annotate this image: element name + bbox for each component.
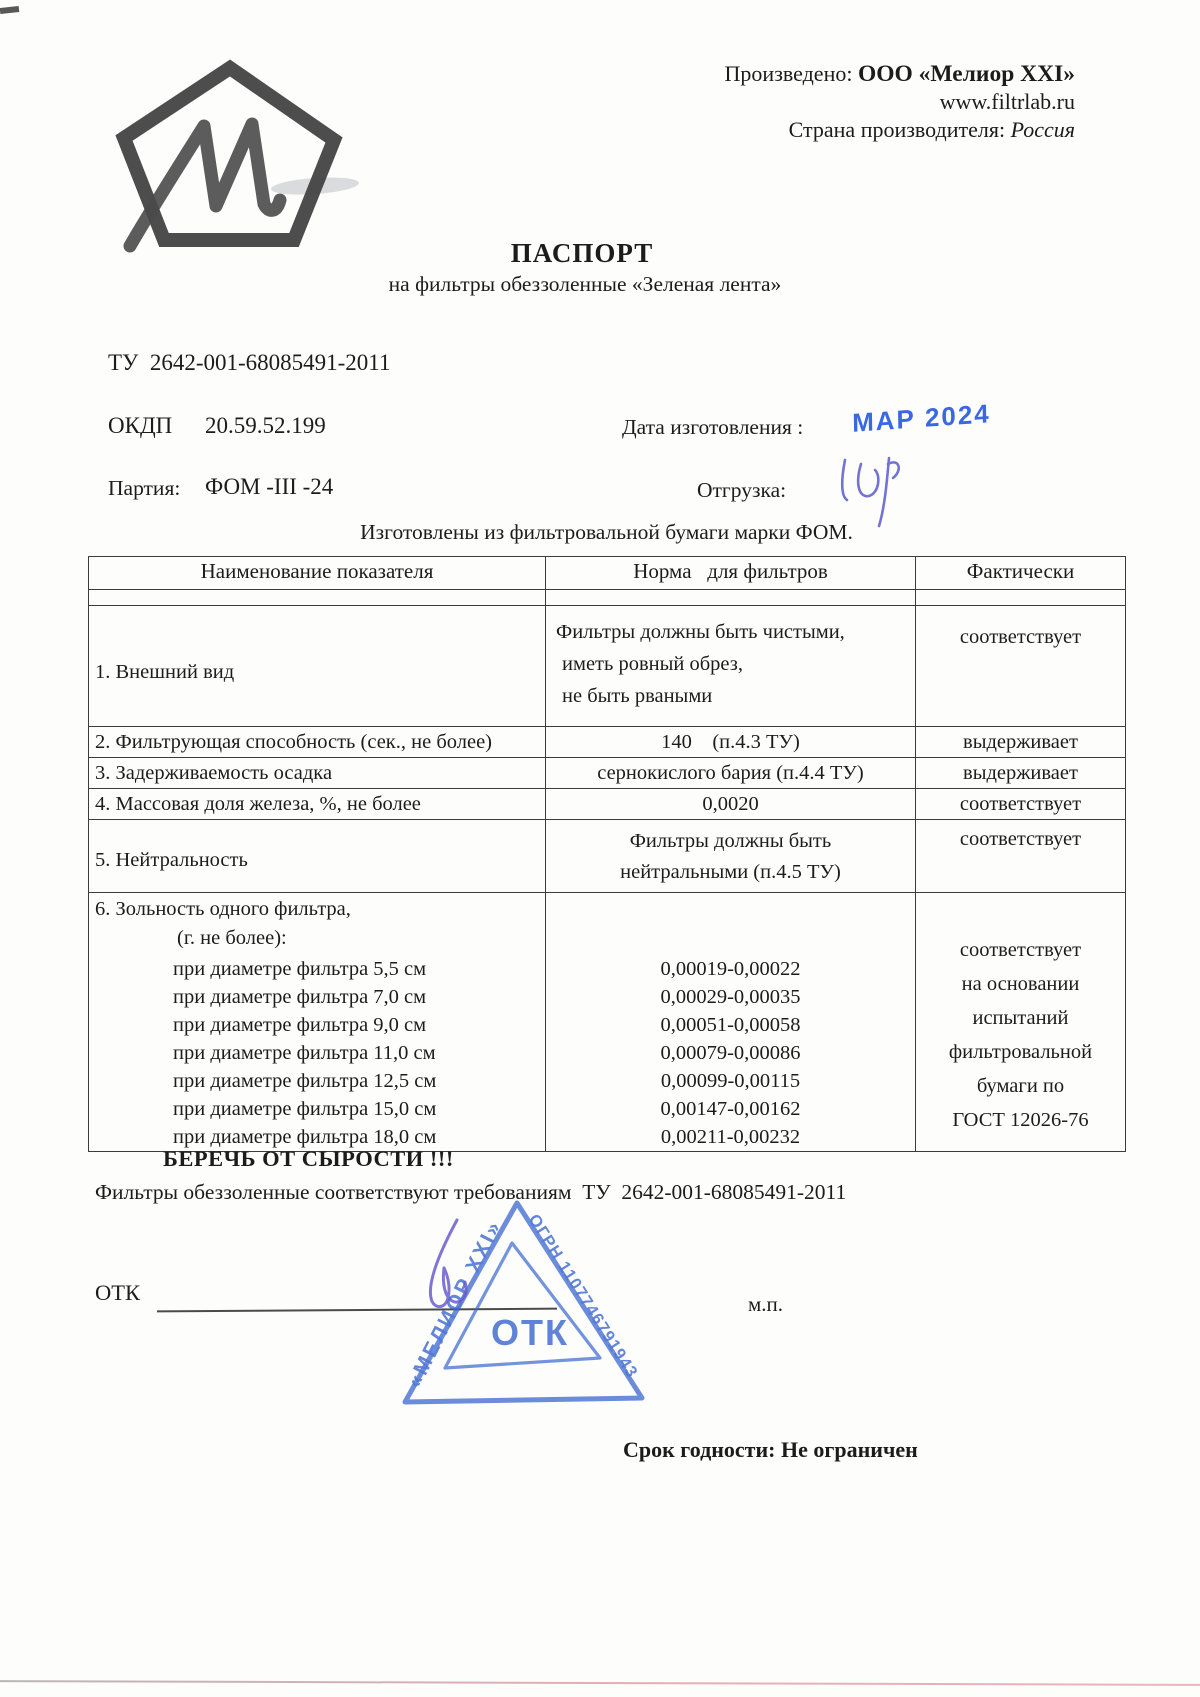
manufacture-date-label: Дата изготовления :	[622, 415, 804, 439]
row-2-name: 2. Фильтрующая способность (сек., не более)	[89, 727, 546, 758]
row-1-actual: соответствует	[916, 606, 1126, 727]
row-4-norm: 0,0020	[546, 789, 916, 820]
row-5-norm-line: нейтральными (п.4.5 ТУ)	[620, 861, 841, 883]
ash-item-value: 0,00029-0,00035	[660, 986, 801, 1008]
ash-item-value: 0,00211-0,00232	[660, 1126, 801, 1148]
country-value: Россия	[1010, 117, 1075, 142]
ash-item-label: при диаметре фильтра 7,0 см	[173, 986, 427, 1008]
row-1-norm-line: не быть рваными	[562, 685, 713, 707]
ash-actual-text	[922, 893, 1119, 1137]
row-1-norm-line: иметь ровный обрез,	[562, 653, 743, 675]
row-4-actual: соответствует	[916, 789, 1126, 820]
row-2-norm: 140 (п.4.3 ТУ)	[546, 727, 916, 758]
spacer-cell	[916, 590, 1126, 606]
ash-item-label: при диаметре фильтра 18,0 см	[173, 1126, 437, 1148]
ash-item-label: при диаметре фильтра 5,5 см	[173, 958, 427, 980]
ash-actual-line: соответствует	[959, 939, 1082, 961]
ash-title: 6. Зольность одного фильтра,	[95, 898, 351, 920]
page-title: ПАСПОРТ	[510, 238, 654, 268]
table-caption: Изготовлены из фильтровальной бумаги марки ФОМ.	[360, 520, 853, 544]
ash-item-value: 0,00051-0,00058	[660, 1014, 801, 1036]
producer-block	[725, 60, 1075, 144]
conformity-statement: Фильтры обеззоленные соответствуют требованиям ТУ 2642-001-68085491-2011	[95, 1180, 847, 1204]
ash-item-value: 0,00019-0,00022	[660, 958, 801, 980]
stamp-otk-text: ОТК	[491, 1312, 569, 1353]
mp-label: м.п.	[748, 1292, 784, 1316]
batch-value: ФОМ -III -24	[205, 474, 334, 499]
row-3-norm: сернокислого бария (п.4.4 ТУ)	[546, 758, 916, 789]
country-line	[725, 116, 1075, 144]
col-header-name: Наименование показателя	[89, 557, 546, 590]
tu-number: ТУ 2642-001-68085491-2011	[108, 350, 391, 375]
ash-item-value: 0,00079-0,00086	[660, 1042, 801, 1064]
row-6-actual	[916, 893, 1126, 1152]
ash-item-value: 0,00147-0,00162	[660, 1098, 801, 1120]
row-2-actual: выдерживает	[916, 727, 1126, 758]
country-label: Страна производителя:	[788, 117, 1006, 142]
ash-actual-line: бумаги по	[976, 1075, 1065, 1097]
produced-value: ООО «Мелиор XXI»	[857, 61, 1075, 87]
ash-item-value: 0,00099-0,00115	[660, 1070, 801, 1092]
row-1-norm-line: Фильтры должны быть чистыми,	[556, 621, 845, 643]
row-3-actual: выдерживает	[916, 758, 1126, 789]
ash-item-label: при диаметре фильтра 12,5 см	[173, 1070, 437, 1092]
ash-actual-line: фильтровальной	[948, 1041, 1093, 1063]
row-5-norm	[546, 820, 916, 893]
produced-label: Произведено:	[724, 61, 853, 86]
batch-label: Партия:	[108, 476, 181, 500]
ash-item-label: при диаметре фильтра 15,0 см	[173, 1098, 437, 1120]
ash-actual-line: на основании	[961, 973, 1080, 995]
damp-warning: БЕРЕЧЬ ОТ СЫРОСТИ !!!	[163, 1146, 454, 1171]
col-header-actual: Фактически	[916, 557, 1126, 590]
ash-item-label: при диаметре фильтра 9,0 см	[173, 1014, 427, 1036]
row-6-name	[89, 893, 546, 1152]
scan-artifact	[0, 6, 19, 14]
ash-item-label: при диаметре фильтра 11,0 см	[173, 1042, 436, 1064]
stamp-right-textpath: ОГРН 1107746791943	[524, 1211, 642, 1382]
shelf-life: Срок годности: Не ограничен	[623, 1437, 918, 1462]
ash-actual-line: испытаний	[972, 1007, 1069, 1029]
row-5-norm-line: Фильтры должны быть	[629, 830, 832, 852]
row-6-norm	[546, 893, 916, 1152]
spacer-cell	[89, 590, 546, 606]
otk-label: ОТК	[95, 1280, 140, 1305]
website-url: www.filtrlab.ru	[939, 89, 1075, 114]
ash-item-labels	[95, 955, 539, 1151]
row-4-name: 4. Массовая доля железа, %, не более	[89, 789, 546, 820]
spec-table	[88, 556, 1126, 1152]
shipping-handwritten-mark	[833, 438, 908, 533]
stamp-right-text	[525, 1211, 642, 1381]
row-1-norm	[546, 606, 916, 727]
row-5-actual: соответствует	[916, 820, 1126, 893]
row-3-name: 3. Задерживаемость осадка	[89, 758, 546, 789]
row-5-name: 5. Нейтральность	[89, 820, 546, 893]
shipping-label: Отгрузка:	[697, 478, 787, 502]
col-header-norm: Норма для фильтров	[546, 557, 916, 590]
ash-subtitle: (г. не более):	[177, 927, 287, 949]
okdp-label: ОКДП	[108, 413, 173, 438]
ash-actual-line: ГОСТ 12026-76	[952, 1109, 1089, 1131]
company-logo	[112, 58, 362, 253]
manufacture-date-stamp: МАР 2024	[851, 398, 991, 438]
stamp-left-textpath: «МЕЛИОР XXI»	[402, 1216, 507, 1392]
page-subtitle: на фильтры обеззоленные «Зеленая лента»	[388, 272, 782, 296]
spacer-cell	[546, 590, 916, 606]
row-1-name: 1. Внешний вид	[89, 606, 546, 727]
signature-scribble	[405, 1218, 500, 1313]
bottom-scan-line	[0, 1680, 1200, 1686]
produced-line	[725, 60, 1075, 88]
ash-item-values	[552, 895, 909, 1151]
okdp-value: 20.59.52.199	[205, 413, 326, 438]
